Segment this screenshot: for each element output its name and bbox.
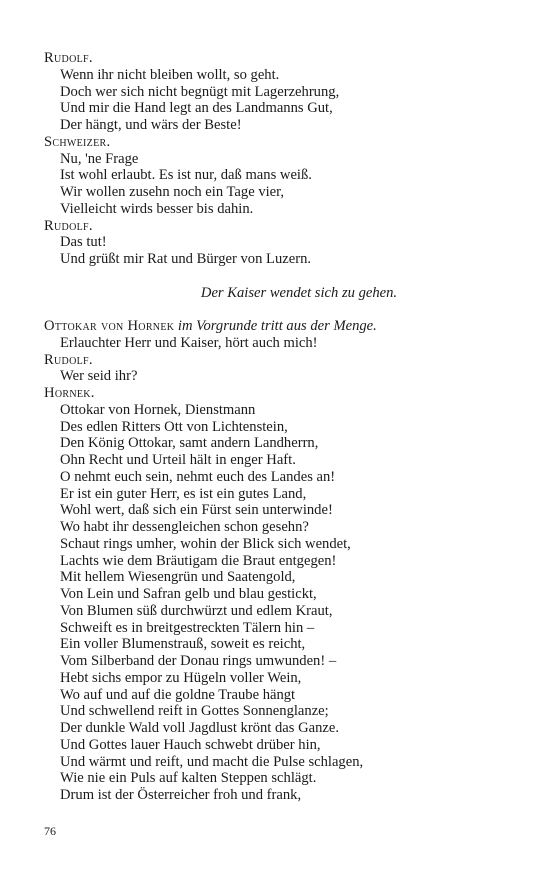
speaker-name: Rudolf. (44, 351, 93, 368)
verse-line: Und mir die Hand legt an des Landmanns Gut, (60, 100, 333, 117)
verse-line: Und Gottes lauer Hauch schwebt drüber hin, (60, 736, 321, 753)
inline-stage-direction: im Vorgrunde tritt aus der Menge. (177, 318, 377, 334)
verse-line: Erlauchter Herr und Kaiser, hört auch mich! (60, 334, 318, 351)
verse-line: O nehmt euch sein, nehmt euch des Landes an! (60, 468, 336, 485)
verse-line: Lachts wie dem Bräutigam die Braut entgegen! (60, 552, 337, 569)
verse-line: Und wärmt und reift, und macht die Pulse schlagen, (60, 753, 364, 770)
verse-line: Schaut rings umher, wohin der Blick sich wendet, (60, 535, 351, 552)
page-number: 76 (44, 824, 56, 838)
verse-line: Drum ist der Österreicher froh und frank, (60, 787, 302, 803)
blank-line (44, 268, 514, 285)
verse-line: Von Blumen süß durchwürzt und edlem Kraut, (60, 602, 333, 619)
stage-direction: Der Kaiser wendet sich zu gehen. (200, 284, 398, 301)
verse-line: Der hängt, und wärs der Beste! (60, 117, 242, 133)
speaker-name: Schweizer. (44, 133, 111, 150)
drama-text (44, 50, 514, 804)
verse-line: Schweift es in breitgestreckten Tälern hin – (60, 619, 315, 636)
verse-line: Wer seid ihr? (60, 368, 138, 385)
speaker-entry-hornek (44, 318, 514, 335)
verse-line: Wenn ihr nicht bleiben wollt, so geht. (60, 66, 280, 83)
dialogue-block-2 (44, 335, 514, 804)
verse-line: Mit hellem Wiesengrün und Saatengold, (60, 569, 296, 586)
speaker-name: Rudolf. (44, 217, 93, 234)
verse-line: Der dunkle Wald voll Jagdlust krönt das Ganze. (60, 720, 340, 736)
verse-line: Ist wohl erlaubt. Es ist nur, daß mans weiß. (60, 167, 312, 184)
speaker-name: Ottokar von Hornek (44, 318, 175, 334)
verse-line: Wir wollen zusehn noch ein Tage vier, (60, 184, 285, 200)
verse-line: Wohl wert, daß sich ein Fürst sein unterwinde! (60, 502, 333, 519)
verse-line: Von Lein und Safran gelb und blau gestickt, (60, 586, 317, 602)
verse-line: Ohn Recht und Urteil hält in enger Haft. (60, 452, 296, 468)
verse-line: Ottokar von Hornek, Dienstmann (60, 401, 256, 418)
verse-line: Hebt sichs empor zu Hügeln voller Wein, (60, 669, 302, 686)
verse-line: Nu, 'ne Frage (60, 150, 139, 167)
verse-line: Er ist ein guter Herr, es ist ein gutes Land, (60, 485, 307, 502)
verse-line: Vom Silberband der Donau rings umwunden! – (60, 653, 337, 669)
verse-line: Das tut! (60, 234, 107, 251)
verse-line: Wie nie ein Puls auf kalten Steppen schlägt. (60, 770, 317, 787)
verse-line: Und schwellend reift in Gottes Sonnenglanze; (60, 703, 329, 720)
verse-line: Ein voller Blumenstrauß, soweit es reicht, (60, 636, 306, 653)
verse-line: Den König Ottokar, samt andern Landherrn, (60, 435, 319, 452)
speaker-name: Rudolf. (44, 50, 93, 66)
verse-line: Doch wer sich nicht begnügt mit Lagerzehrung, (60, 83, 340, 100)
verse-line: Wo habt ihr dessengleichen schon gesehn? (60, 519, 309, 535)
verse-line: Des edlen Ritters Ott von Lichtenstein, (60, 418, 288, 435)
blank-line (44, 301, 514, 318)
verse-line: Und grüßt mir Rat und Bürger von Luzern. (60, 251, 312, 267)
verse-line: Wo auf und auf die goldne Traube hängt (60, 686, 296, 703)
speaker-name: Hornek. (44, 385, 95, 401)
verse-line: Vielleicht wirds besser bis dahin. (60, 200, 254, 217)
dialogue-block-1 (44, 50, 514, 268)
